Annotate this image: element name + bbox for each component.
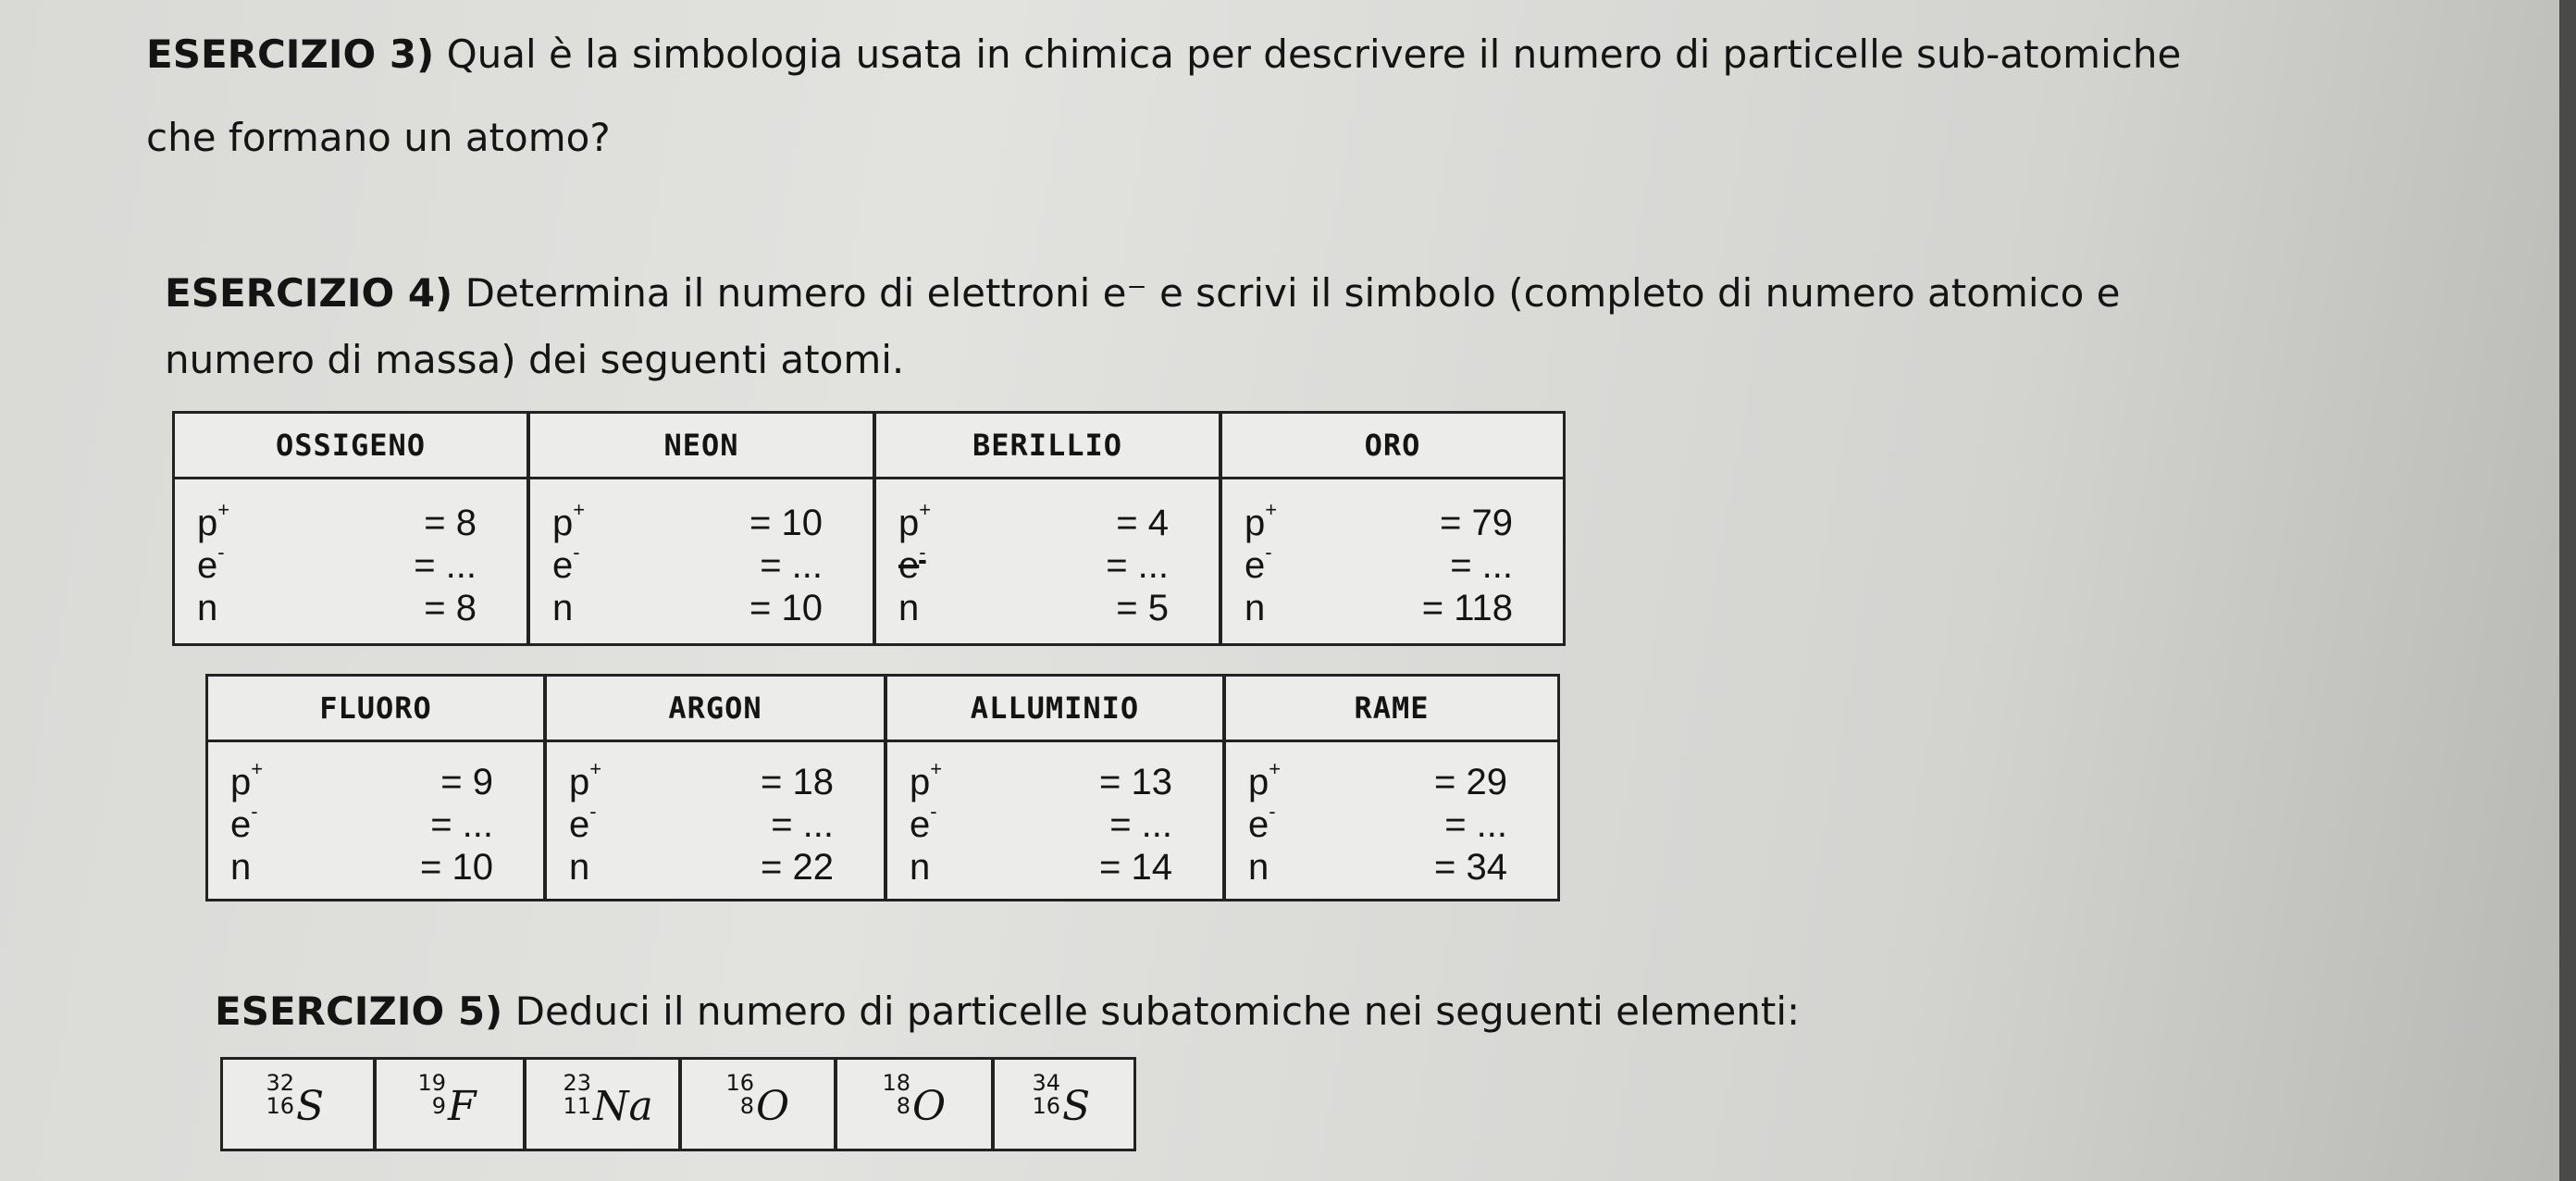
exercise-3-line-2: che formano un atomo?	[146, 115, 611, 160]
neutron-value: = 14	[1099, 847, 1172, 888]
neutrons-row	[230, 847, 521, 888]
neutron-symbol: n	[910, 847, 931, 888]
nuclide-symbol	[403, 1072, 496, 1137]
nuclide-symbol	[712, 1072, 804, 1137]
atom-name: ARGON	[547, 677, 884, 742]
electrons-row	[1245, 540, 1541, 586]
electron-value: = ...	[1444, 804, 1507, 845]
element-symbol: O	[912, 1083, 947, 1130]
isotope-box	[220, 1057, 376, 1151]
isotope-box	[679, 1057, 836, 1151]
atom-name: ORO	[1222, 414, 1563, 479]
electrons-row	[910, 799, 1200, 845]
neutron-value: = 34	[1434, 847, 1507, 888]
proton-value: = 13	[1099, 762, 1172, 802]
electrons-row	[197, 540, 504, 586]
protons-row	[230, 756, 521, 802]
electron-value: = ...	[414, 545, 477, 586]
neutron-value: = 10	[749, 588, 823, 628]
mass-number: 32	[266, 1070, 294, 1096]
mass-number: 34	[1032, 1070, 1060, 1096]
protons-row	[1248, 756, 1535, 802]
proton-symbol: p+	[569, 756, 602, 802]
neutron-symbol: n	[552, 588, 574, 628]
neutron-symbol: n	[1248, 847, 1269, 888]
proton-value: = 9	[440, 762, 493, 802]
neutrons-row	[569, 847, 861, 888]
protons-row	[197, 497, 504, 543]
electron-symbol-scribbled: e-	[898, 540, 926, 586]
element-symbol: F	[448, 1083, 477, 1130]
atom-name: NEON	[530, 414, 873, 479]
atom-box-alluminio	[885, 674, 1225, 901]
proton-value: = 4	[1116, 503, 1169, 543]
neutron-symbol: n	[230, 847, 252, 888]
exercise-4-line-1	[165, 270, 2121, 316]
electron-symbol: e-	[1248, 799, 1276, 845]
isotope-box	[835, 1057, 994, 1151]
atom-box-berillio	[873, 411, 1221, 646]
protons-row	[898, 497, 1196, 543]
neutrons-row	[197, 588, 504, 628]
atom-box-rame	[1223, 674, 1560, 901]
exercise-3-label: ESERCIZIO 3)	[146, 31, 435, 77]
proton-value: = 29	[1434, 762, 1507, 802]
atom-name: BERILLIO	[876, 414, 1219, 479]
electron-symbol: e-	[910, 799, 937, 845]
electron-value: = ...	[760, 545, 823, 586]
protons-row	[569, 756, 861, 802]
exercise-5-text: Deduci il numero di particelle subatomiche nei seguenti elementi:	[514, 988, 1801, 1034]
proton-symbol: p+	[1245, 497, 1278, 543]
proton-symbol: p+	[197, 497, 230, 543]
atom-name: ALLUMINIO	[887, 677, 1222, 742]
neutron-value: = 118	[1421, 588, 1513, 628]
neutron-value: = 5	[1116, 588, 1169, 628]
neutrons-row	[1245, 588, 1541, 628]
atom-box-argon	[544, 674, 886, 901]
element-symbol: S	[1062, 1083, 1091, 1130]
atomic-number: 16	[1032, 1093, 1060, 1119]
electron-value: = ...	[1106, 545, 1169, 586]
mass-number: 16	[725, 1070, 754, 1096]
electron-value: = ...	[771, 804, 834, 845]
electrons-row	[230, 799, 521, 845]
proton-symbol: p+	[910, 756, 943, 802]
proton-symbol: p+	[898, 497, 932, 543]
atom-box-oro	[1220, 411, 1566, 646]
atom-box-ossigeno	[172, 411, 529, 646]
atomic-number: 8	[896, 1093, 910, 1119]
nuclide-symbol	[549, 1072, 656, 1137]
mass-number: 23	[563, 1070, 591, 1096]
exercise-3-text-1: Qual è la simbologia usata in chimica per descrivere il numero di particelle sub-atomiche	[446, 31, 2182, 77]
atom-name: OSSIGENO	[175, 414, 526, 479]
nuclide-symbol	[252, 1072, 344, 1137]
electrons-row	[898, 540, 1196, 586]
electrons-row	[1248, 799, 1535, 845]
protons-row	[552, 497, 850, 543]
nuclide-symbol	[868, 1072, 960, 1137]
electron-symbol: e-	[230, 799, 258, 845]
nuclide-symbol	[1018, 1072, 1110, 1137]
electron-symbol: e-	[197, 540, 225, 586]
neutron-symbol: n	[569, 847, 590, 888]
proton-value: = 10	[749, 503, 823, 543]
element-symbol: O	[756, 1083, 790, 1130]
proton-value: = 18	[761, 762, 834, 802]
neutrons-row	[898, 588, 1196, 628]
neutrons-row	[1248, 847, 1535, 888]
atom-box-fluoro	[205, 674, 546, 901]
electron-value: = ...	[430, 804, 493, 845]
mass-number: 18	[882, 1070, 910, 1096]
isotope-box	[524, 1057, 681, 1151]
exercise-5-label: ESERCIZIO 5)	[215, 988, 503, 1034]
neutron-value: = 8	[424, 588, 477, 628]
electron-symbol: e-	[552, 540, 580, 586]
proton-value: = 8	[424, 503, 477, 543]
exercise-4-line-2: numero di massa) dei seguenti atomi.	[165, 337, 905, 382]
electron-symbol: e-	[1245, 540, 1272, 586]
neutron-symbol: n	[898, 588, 920, 628]
atom-box-neon	[527, 411, 875, 646]
exercise-4-text-1: Determina il numero di elettroni e⁻ e scrivi il simbolo (completo di numero atomico e	[464, 270, 2121, 316]
electron-value: = ...	[1450, 545, 1513, 586]
element-symbol: S	[296, 1083, 325, 1130]
isotope-box	[992, 1057, 1136, 1151]
isotope-box	[374, 1057, 526, 1151]
photo-dark-edge	[2559, 0, 2576, 1181]
exercise-4-label: ESERCIZIO 4)	[165, 270, 453, 316]
neutron-symbol: n	[1245, 588, 1266, 628]
electrons-row	[569, 799, 861, 845]
neutrons-row	[910, 847, 1200, 888]
exercise-5-line	[215, 988, 1800, 1034]
mass-number: 19	[417, 1070, 446, 1096]
electrons-row	[552, 540, 850, 586]
protons-row	[1245, 497, 1541, 543]
exercise-3-line-1	[146, 31, 2181, 77]
atomic-number: 16	[266, 1093, 294, 1119]
proton-value: = 79	[1440, 503, 1513, 543]
neutron-value: = 10	[420, 847, 493, 888]
electron-symbol: e-	[569, 799, 597, 845]
atomic-number: 9	[431, 1093, 446, 1119]
element-symbol: Na	[593, 1083, 653, 1130]
proton-symbol: p+	[230, 756, 264, 802]
atom-name: FLUORO	[208, 677, 543, 742]
neutron-symbol: n	[197, 588, 218, 628]
proton-symbol: p+	[1248, 756, 1282, 802]
atomic-number: 11	[563, 1093, 591, 1119]
neutron-value: = 22	[761, 847, 834, 888]
atom-name: RAME	[1226, 677, 1557, 742]
neutrons-row	[552, 588, 850, 628]
electron-value: = ...	[1109, 804, 1172, 845]
proton-symbol: p+	[552, 497, 586, 543]
protons-row	[910, 756, 1200, 802]
atomic-number: 8	[739, 1093, 754, 1119]
